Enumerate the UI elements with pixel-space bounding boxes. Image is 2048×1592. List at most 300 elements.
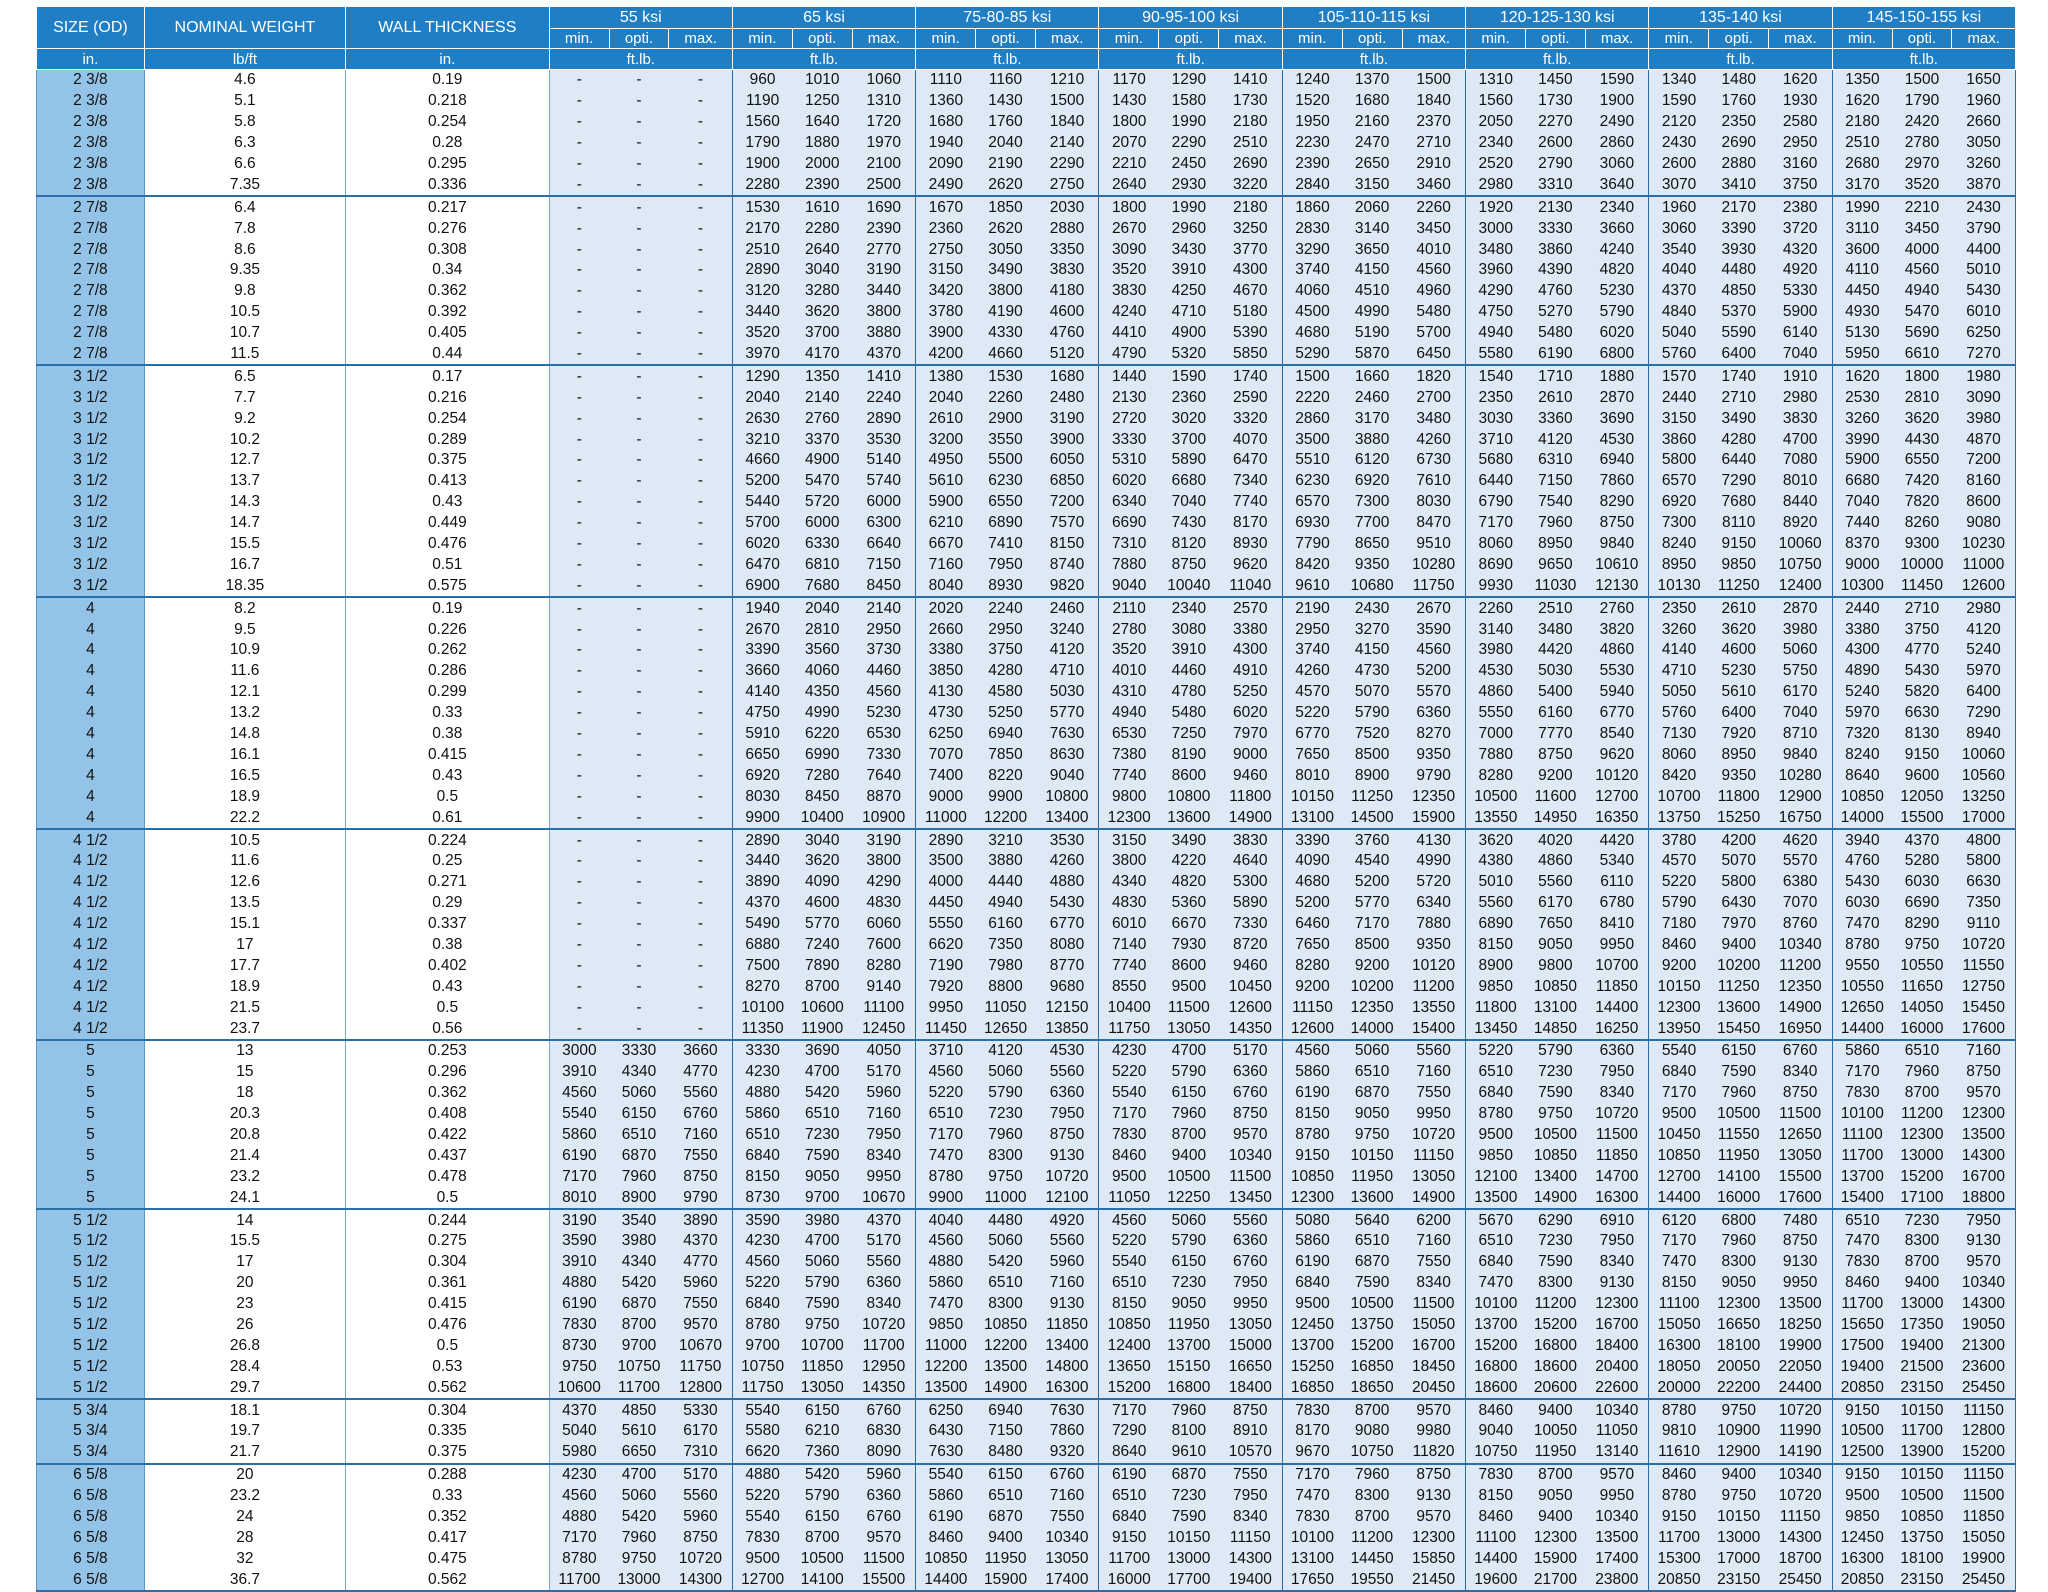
- torque-cell: 2610: [1709, 597, 1769, 619]
- torque-cell: 7160: [1035, 1273, 1099, 1294]
- torque-cell: 4380: [1466, 851, 1526, 872]
- size-cell: 4: [37, 745, 145, 766]
- torque-cell: 5070: [1709, 851, 1769, 872]
- weight-cell: 7.7: [144, 387, 345, 408]
- torque-cell: 2510: [1219, 133, 1283, 154]
- torque-cell: 5570: [1402, 682, 1466, 703]
- torque-cell: 13050: [792, 1377, 852, 1399]
- torque-cell: -: [669, 597, 732, 619]
- size-cell: 2 7/8: [37, 260, 145, 281]
- torque-cell: 1500: [1402, 70, 1466, 91]
- torque-cell: 7290: [1952, 703, 2016, 724]
- torque-cell: 3190: [1035, 408, 1099, 429]
- torque-cell: 8340: [852, 1294, 915, 1315]
- table-row: [37, 935, 2016, 956]
- torque-cell: 9550: [1832, 955, 1892, 976]
- torque-cell: 12300: [1099, 807, 1159, 829]
- torque-cell: 5420: [609, 1273, 669, 1294]
- torque-cell: 8750: [1402, 1464, 1466, 1486]
- torque-cell: 20400: [1585, 1356, 1649, 1377]
- torque-cell: 1900: [732, 154, 792, 175]
- torque-cell: 2450: [1159, 154, 1219, 175]
- torque-cell: 12200: [976, 807, 1036, 829]
- torque-cell: 3710: [1466, 429, 1526, 450]
- torque-cell: 6760: [1035, 1464, 1099, 1486]
- torque-cell: 3520: [1099, 640, 1159, 661]
- torque-cell: -: [609, 955, 669, 976]
- torque-cell: 8940: [1952, 724, 2016, 745]
- torque-cell: 12700: [1585, 786, 1649, 807]
- torque-cell: 14700: [1585, 1166, 1649, 1187]
- weight-cell: 13.2: [144, 703, 345, 724]
- torque-cell: 6380: [1769, 872, 1832, 893]
- torque-cell: 11850: [1952, 1507, 2016, 1528]
- torque-cell: 10280: [1402, 554, 1466, 575]
- torque-cell: 8700: [1525, 1464, 1585, 1486]
- torque-cell: 8040: [916, 575, 976, 597]
- torque-cell: 7740: [1099, 765, 1159, 786]
- torque-cell: 7160: [1402, 1231, 1466, 1252]
- torque-cell: 3760: [1342, 829, 1402, 851]
- torque-cell: 6020: [1099, 471, 1159, 492]
- sub-header: opti.: [609, 29, 669, 49]
- grade-header: 145-150-155 ksi: [1832, 7, 2015, 29]
- torque-cell: 13550: [1402, 997, 1466, 1018]
- table-row: [37, 70, 2016, 91]
- torque-cell: 9500: [1159, 976, 1219, 997]
- torque-cell: 14900: [1525, 1187, 1585, 1209]
- torque-cell: 5560: [1035, 1062, 1099, 1083]
- torque-cell: 3640: [1585, 174, 1649, 196]
- torque-cell: 3330: [1099, 429, 1159, 450]
- torque-cell: 2360: [1159, 387, 1219, 408]
- torque-cell: 6850: [1035, 471, 1099, 492]
- torque-cell: 9750: [1709, 1486, 1769, 1507]
- torque-cell: 7590: [1525, 1083, 1585, 1104]
- weight-cell: 7.35: [144, 174, 345, 196]
- torque-cell: 9750: [792, 1315, 852, 1336]
- torque-cell: 8900: [1466, 955, 1526, 976]
- torque-cell: 2880: [1035, 218, 1099, 239]
- torque-cell: 5790: [1525, 1040, 1585, 1062]
- torque-cell: 12350: [1769, 976, 1832, 997]
- torque-cell: 10550: [1832, 976, 1892, 997]
- torque-cell: 9080: [1342, 1421, 1402, 1442]
- weight-cell: 16.5: [144, 765, 345, 786]
- torque-cell: -: [609, 829, 669, 851]
- torque-cell: 3830: [1035, 260, 1099, 281]
- torque-cell: 4700: [1769, 429, 1832, 450]
- torque-cell: 5540: [732, 1399, 792, 1421]
- torque-cell: 3320: [1219, 408, 1283, 429]
- weight-cell: 20.8: [144, 1125, 345, 1146]
- torque-cell: -: [549, 703, 609, 724]
- torque-cell: 11250: [1709, 575, 1769, 597]
- torque-cell: -: [669, 935, 732, 956]
- torque-cell: -: [669, 724, 732, 745]
- size-cell: 3 1/2: [37, 554, 145, 575]
- torque-cell: 12900: [1709, 1442, 1769, 1464]
- torque-cell: 6010: [1952, 302, 2016, 323]
- wall-cell: 0.476: [346, 534, 550, 555]
- torque-cell: 19400: [1892, 1335, 1952, 1356]
- torque-cell: 5060: [1769, 640, 1832, 661]
- torque-cell: 3440: [852, 281, 915, 302]
- torque-table-container: [36, 6, 2016, 1592]
- torque-cell: -: [549, 344, 609, 366]
- torque-cell: 5900: [916, 492, 976, 513]
- size-cell: 6 5/8: [37, 1464, 145, 1486]
- torque-cell: 16850: [1282, 1377, 1342, 1399]
- torque-cell: -: [669, 703, 732, 724]
- grade-header: 75-80-85 ksi: [916, 7, 1099, 29]
- torque-cell: 9500: [1466, 1125, 1526, 1146]
- torque-cell: 10340: [1585, 1507, 1649, 1528]
- torque-cell: 6050: [1035, 450, 1099, 471]
- torque-cell: 6990: [792, 745, 852, 766]
- torque-cell: 4370: [549, 1399, 609, 1421]
- torque-cell: 5490: [732, 914, 792, 935]
- torque-cell: 8710: [1769, 724, 1832, 745]
- torque-cell: 6290: [1525, 1209, 1585, 1231]
- torque-cell: 5860: [916, 1273, 976, 1294]
- torque-cell: 6510: [1099, 1273, 1159, 1294]
- torque-cell: 2170: [1709, 196, 1769, 218]
- torque-cell: 8460: [1466, 1507, 1526, 1528]
- torque-cell: 10400: [792, 807, 852, 829]
- wall-cell: 0.276: [346, 218, 550, 239]
- torque-cell: -: [549, 851, 609, 872]
- torque-cell: 4060: [1282, 281, 1342, 302]
- torque-cell: 6640: [852, 534, 915, 555]
- torque-cell: 7590: [1159, 1507, 1219, 1528]
- torque-cell: 18100: [1709, 1335, 1769, 1356]
- torque-cell: 2610: [916, 408, 976, 429]
- torque-cell: -: [549, 955, 609, 976]
- torque-cell: 7860: [1585, 471, 1649, 492]
- torque-cell: 7230: [1525, 1231, 1585, 1252]
- size-cell: 2 7/8: [37, 344, 145, 366]
- torque-cell: 1990: [1159, 196, 1219, 218]
- torque-cell: 6170: [669, 1421, 732, 1442]
- torque-cell: 3000: [1466, 218, 1526, 239]
- torque-cell: 3160: [1769, 154, 1832, 175]
- torque-cell: 14300: [1769, 1527, 1832, 1548]
- torque-cell: -: [609, 893, 669, 914]
- torque-cell: 4480: [976, 1209, 1036, 1231]
- torque-cell: 9950: [1585, 1486, 1649, 1507]
- torque-cell: 3250: [1219, 218, 1283, 239]
- sub-header: min.: [732, 29, 792, 49]
- torque-cell: 4680: [1282, 872, 1342, 893]
- torque-cell: 3380: [916, 640, 976, 661]
- torque-cell: 1730: [1219, 91, 1283, 112]
- torque-cell: 6550: [976, 492, 1036, 513]
- torque-cell: 2190: [1282, 597, 1342, 619]
- torque-cell: -: [609, 661, 669, 682]
- torque-cell: -: [549, 513, 609, 534]
- weight-cell: 7.8: [144, 218, 345, 239]
- wall-cell: 0.28: [346, 133, 550, 154]
- table-row: [37, 260, 2016, 281]
- torque-cell: 8160: [1952, 471, 2016, 492]
- torque-cell: 13750: [1892, 1527, 1952, 1548]
- torque-cell: 3150: [916, 260, 976, 281]
- torque-cell: 8950: [1709, 745, 1769, 766]
- torque-cell: 15050: [1649, 1315, 1709, 1336]
- torque-cell: 3800: [852, 302, 915, 323]
- torque-cell: 1160: [976, 70, 1036, 91]
- torque-cell: 4850: [1709, 281, 1769, 302]
- torque-cell: 6010: [1099, 914, 1159, 935]
- torque-cell: 6190: [1282, 1252, 1342, 1273]
- torque-cell: 9350: [1342, 554, 1402, 575]
- torque-cell: 2370: [1402, 112, 1466, 133]
- torque-cell: 12250: [1159, 1187, 1219, 1209]
- torque-cell: 6000: [852, 492, 915, 513]
- torque-cell: 3050: [1952, 133, 2016, 154]
- torque-cell: 11500: [1159, 997, 1219, 1018]
- size-cell: 5 1/2: [37, 1335, 145, 1356]
- torque-cell: -: [609, 471, 669, 492]
- table-row: [37, 281, 2016, 302]
- torque-cell: -: [549, 893, 609, 914]
- torque-cell: 9840: [1585, 534, 1649, 555]
- torque-cell: 7830: [1099, 1125, 1159, 1146]
- torque-cell: 11800: [1466, 997, 1526, 1018]
- torque-cell: 2770: [852, 239, 915, 260]
- torque-cell: 5430: [1832, 872, 1892, 893]
- torque-cell: 5970: [1952, 661, 2016, 682]
- torque-cell: 7960: [1525, 513, 1585, 534]
- torque-cell: 6220: [792, 724, 852, 745]
- torque-cell: 10850: [1099, 1315, 1159, 1336]
- torque-cell: 9350: [1402, 935, 1466, 956]
- size-cell: 4 1/2: [37, 1018, 145, 1040]
- torque-cell: 13650: [1099, 1356, 1159, 1377]
- table-row: [37, 450, 2016, 471]
- torque-cell: 14900: [1402, 1187, 1466, 1209]
- torque-cell: 6940: [976, 724, 1036, 745]
- table-row: [37, 1294, 2016, 1315]
- torque-cell: 7880: [1099, 554, 1159, 575]
- torque-cell: -: [669, 218, 732, 239]
- torque-cell: 8780: [1466, 1104, 1526, 1125]
- grade-header: 120-125-130 ksi: [1466, 7, 1649, 29]
- wall-cell: 0.34: [346, 260, 550, 281]
- torque-cell: 9800: [1525, 955, 1585, 976]
- weight-cell: 9.2: [144, 408, 345, 429]
- torque-cell: 14400: [1466, 1548, 1526, 1569]
- torque-cell: 22200: [1709, 1377, 1769, 1399]
- torque-cell: -: [609, 997, 669, 1018]
- wall-cell: 0.43: [346, 765, 550, 786]
- size-cell: 5 1/2: [37, 1315, 145, 1336]
- torque-cell: -: [549, 429, 609, 450]
- torque-cell: 13500: [976, 1356, 1036, 1377]
- torque-cell: 14800: [1035, 1356, 1099, 1377]
- sub-header: max.: [852, 29, 915, 49]
- torque-cell: 5580: [1466, 344, 1526, 366]
- torque-cell: 3200: [916, 429, 976, 450]
- torque-cell: 13450: [1219, 1187, 1283, 1209]
- size-cell: 5 1/2: [37, 1209, 145, 1231]
- torque-cell: 2140: [792, 387, 852, 408]
- torque-cell: 8550: [1099, 976, 1159, 997]
- torque-cell: 9700: [732, 1335, 792, 1356]
- torque-cell: 9650: [1525, 554, 1585, 575]
- torque-cell: -: [609, 703, 669, 724]
- torque-cell: 8460: [1466, 1399, 1526, 1421]
- torque-cell: 4860: [1525, 851, 1585, 872]
- sub-header: max.: [1585, 29, 1649, 49]
- weight-cell: 21.5: [144, 997, 345, 1018]
- torque-cell: 7310: [1099, 534, 1159, 555]
- torque-cell: 17000: [1952, 807, 2016, 829]
- torque-cell: -: [549, 935, 609, 956]
- torque-cell: -: [549, 575, 609, 597]
- torque-cell: 2460: [1035, 597, 1099, 619]
- wall-cell: 0.61: [346, 807, 550, 829]
- torque-cell: 6190: [916, 1507, 976, 1528]
- torque-cell: 4230: [732, 1062, 792, 1083]
- torque-cell: 1060: [852, 70, 915, 91]
- size-cell: 5 1/2: [37, 1252, 145, 1273]
- torque-cell: 12130: [1585, 575, 1649, 597]
- torque-cell: 9320: [1035, 1442, 1099, 1464]
- wall-cell: 0.475: [346, 1548, 550, 1569]
- torque-cell: 7830: [549, 1315, 609, 1336]
- table-row: [37, 387, 2016, 408]
- torque-cell: 3740: [1282, 640, 1342, 661]
- torque-cell: 2860: [1282, 408, 1342, 429]
- torque-cell: 10340: [1769, 935, 1832, 956]
- torque-cell: 11500: [1769, 1104, 1832, 1125]
- torque-cell: 5960: [669, 1273, 732, 1294]
- torque-cell: 19900: [1769, 1335, 1832, 1356]
- torque-cell: 2430: [1952, 196, 2016, 218]
- torque-cell: 5420: [976, 1252, 1036, 1273]
- torque-cell: 3880: [852, 323, 915, 344]
- torque-cell: 4300: [1219, 260, 1283, 281]
- torque-cell: 5960: [852, 1083, 915, 1104]
- torque-cell: 4370: [1649, 281, 1709, 302]
- torque-cell: 2180: [1832, 112, 1892, 133]
- torque-cell: 2780: [1892, 133, 1952, 154]
- torque-cell: 16700: [1402, 1335, 1466, 1356]
- torque-cell: -: [609, 133, 669, 154]
- torque-cell: 5680: [1466, 450, 1526, 471]
- torque-cell: -: [669, 408, 732, 429]
- torque-cell: 6510: [1099, 1486, 1159, 1507]
- torque-cell: -: [669, 174, 732, 196]
- torque-cell: 3830: [1219, 829, 1283, 851]
- torque-cell: 6160: [1525, 703, 1585, 724]
- torque-cell: 5960: [1035, 1252, 1099, 1273]
- table-row: [37, 154, 2016, 175]
- torque-cell: 3690: [1585, 408, 1649, 429]
- torque-cell: -: [669, 471, 732, 492]
- torque-cell: 12650: [1832, 997, 1892, 1018]
- torque-cell: 4880: [916, 1252, 976, 1273]
- torque-cell: 2280: [732, 174, 792, 196]
- torque-cell: 3860: [1525, 239, 1585, 260]
- torque-cell: 8700: [1159, 1125, 1219, 1146]
- torque-cell: 6360: [1035, 1083, 1099, 1104]
- torque-cell: 4560: [1402, 640, 1466, 661]
- torque-cell: 8300: [976, 1145, 1036, 1166]
- torque-cell: 5540: [1099, 1252, 1159, 1273]
- weight-cell: 6.6: [144, 154, 345, 175]
- table-row: [37, 1104, 2016, 1125]
- torque-cell: 5220: [1466, 1040, 1526, 1062]
- torque-cell: 1640: [792, 112, 852, 133]
- torque-cell: 6150: [1709, 1040, 1769, 1062]
- torque-cell: 3440: [732, 851, 792, 872]
- weight-cell: 26: [144, 1315, 345, 1336]
- size-cell: 3 1/2: [37, 429, 145, 450]
- wall-cell: 0.244: [346, 1209, 550, 1231]
- table-row: [37, 196, 2016, 218]
- torque-cell: -: [549, 619, 609, 640]
- torque-cell: 6250: [1952, 323, 2016, 344]
- torque-cell: 10100: [732, 997, 792, 1018]
- torque-cell: 12300: [1402, 1527, 1466, 1548]
- torque-cell: 8750: [1952, 1062, 2016, 1083]
- torque-cell: 10340: [1035, 1527, 1099, 1548]
- size-cell: 6 5/8: [37, 1507, 145, 1528]
- torque-cell: 5580: [732, 1421, 792, 1442]
- torque-cell: -: [609, 851, 669, 872]
- size-cell: 3 1/2: [37, 450, 145, 471]
- torque-cell: 1500: [1282, 365, 1342, 387]
- torque-cell: 2220: [1282, 387, 1342, 408]
- wall-cell: 0.304: [346, 1399, 550, 1421]
- torque-cell: 10500: [1832, 1421, 1892, 1442]
- torque-cell: 4730: [1342, 661, 1402, 682]
- torque-cell: 4660: [976, 344, 1036, 366]
- size-cell: 5 3/4: [37, 1399, 145, 1421]
- torque-cell: 2590: [1219, 387, 1283, 408]
- torque-cell: -: [669, 154, 732, 175]
- torque-cell: 3020: [1159, 408, 1219, 429]
- torque-cell: 6760: [852, 1507, 915, 1528]
- torque-cell: 10720: [852, 1315, 915, 1336]
- torque-cell: 10200: [1342, 976, 1402, 997]
- torque-cell: 9950: [1402, 1104, 1466, 1125]
- torque-cell: 9820: [1035, 575, 1099, 597]
- torque-cell: -: [669, 112, 732, 133]
- torque-cell: 8280: [1282, 955, 1342, 976]
- torque-cell: -: [549, 724, 609, 745]
- torque-cell: 8170: [1219, 513, 1283, 534]
- torque-cell: 6890: [976, 513, 1036, 534]
- weight-cell: 13.7: [144, 471, 345, 492]
- wall-cell: 0.254: [346, 112, 550, 133]
- torque-cell: -: [609, 640, 669, 661]
- torque-cell: 9670: [1282, 1442, 1342, 1464]
- torque-cell: 12500: [1832, 1442, 1892, 1464]
- size-cell: 6 5/8: [37, 1527, 145, 1548]
- torque-cell: 8260: [1892, 513, 1952, 534]
- torque-cell: 6020: [732, 534, 792, 555]
- torque-cell: 4230: [1099, 1040, 1159, 1062]
- torque-cell: 5700: [732, 513, 792, 534]
- torque-cell: -: [549, 554, 609, 575]
- wall-cell: 0.296: [346, 1062, 550, 1083]
- torque-cell: 4240: [1585, 239, 1649, 260]
- table-row: [37, 513, 2016, 534]
